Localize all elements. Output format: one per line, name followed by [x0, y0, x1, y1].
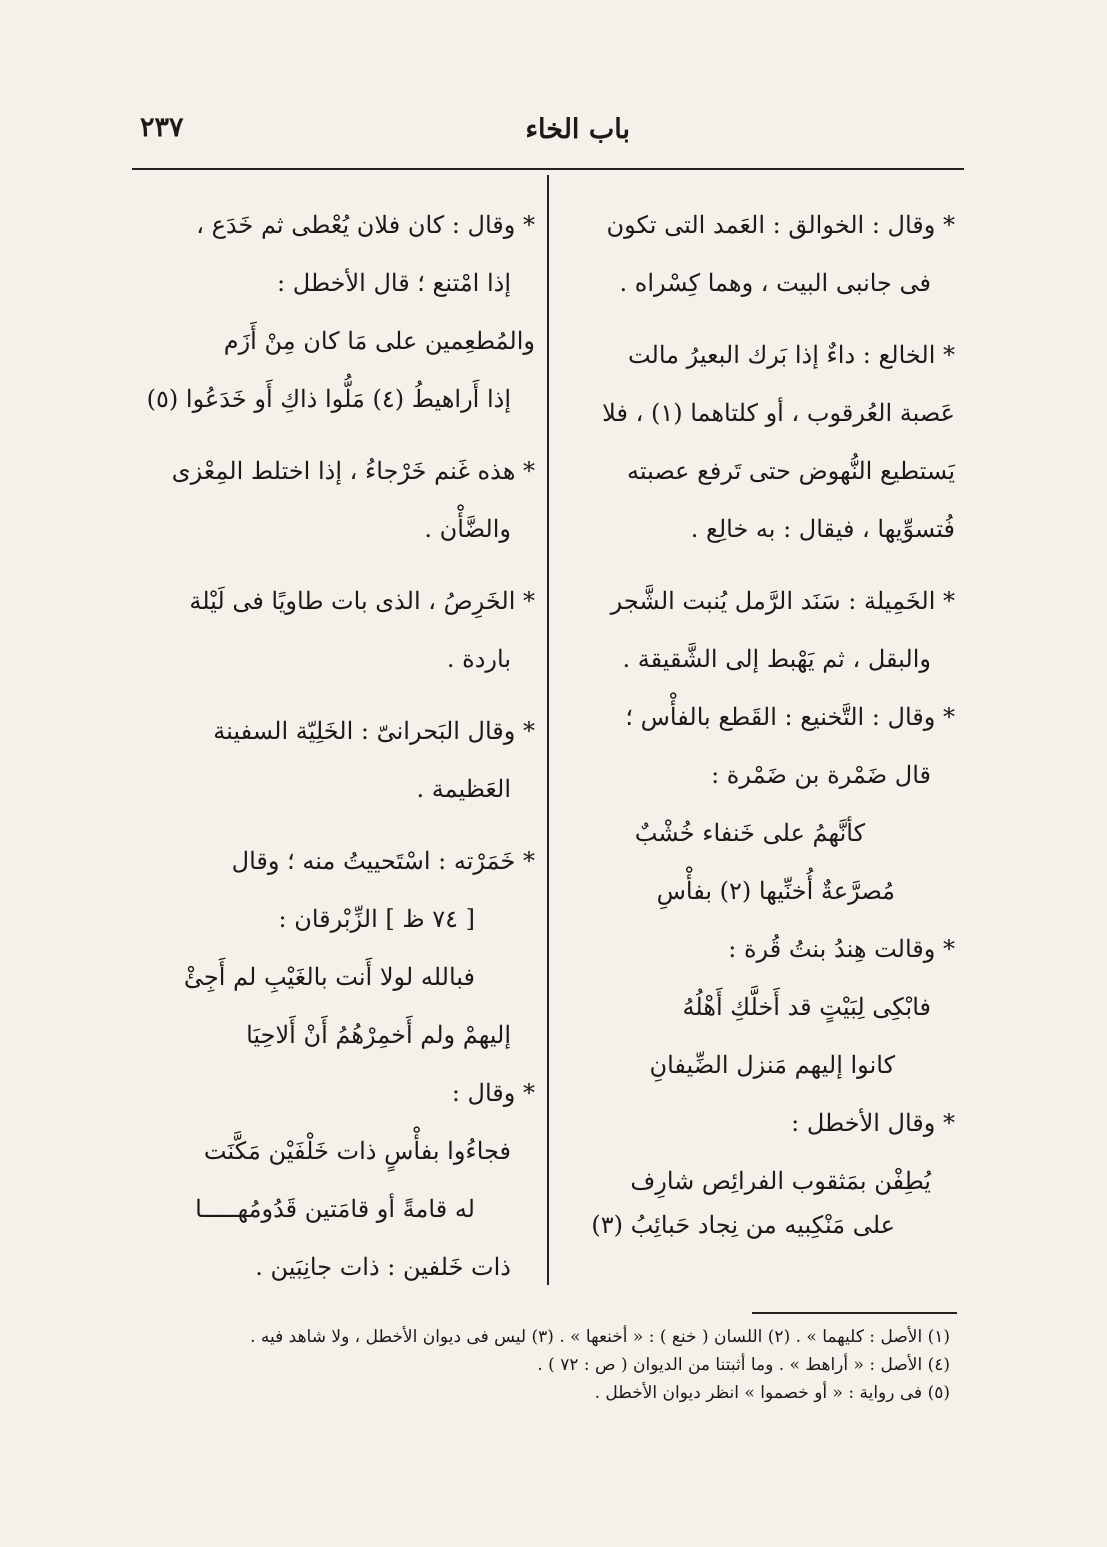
- text-line: إذا امْتنع ؛ قال الأخطل :: [277, 269, 511, 297]
- page-number: ٢٣٧: [140, 112, 184, 143]
- text-line: باردة .: [446, 645, 511, 673]
- text-line: * وقال :: [451, 1079, 535, 1107]
- text-line: ذات خَلفين : ذات جانِبَين .: [255, 1253, 511, 1281]
- text-line: قال ضَمْرة بن ضَمْرة :: [711, 761, 931, 789]
- header-rule: [132, 168, 964, 170]
- text-line: والبقل ، ثم يَهْبط إلى الشَّقيقة .: [622, 645, 931, 673]
- text-line: * وقال البَحرانىّ : الخَلِيّة السفينة: [213, 717, 535, 745]
- footnotes: [140, 1323, 950, 1407]
- text-line: * وقال : كان فلان يُعْطى ثم خَدَع ،: [196, 211, 535, 239]
- text-line: * الخَمِيلة : سَنَد الرَّمل يُنبت الشَّجر: [610, 587, 955, 615]
- text-line: * وقال : الخوالق : العَمد التى تكون: [606, 211, 955, 239]
- footnote-rule: [752, 1312, 957, 1314]
- text-line: فى جانبى البيت ، وهما كِسْراه .: [619, 269, 931, 297]
- text-line: * خَمَرْته : اسْتَحييتُ منه ؛ وقال: [231, 847, 535, 875]
- text-line: فُتسوِّيها ، فيقال : به خالِع .: [690, 515, 955, 543]
- footnote: (١) الأصل : كليهما » . (٢) اللسان ( خنع ) : « أخنعها » . (٣) ليس فى ديوان الأخطل ، ولا شاهد فيه .: [250, 1327, 950, 1347]
- left-column: [140, 196, 535, 1296]
- text-line: العَظيمة .: [416, 775, 511, 803]
- verse-line: على مَنْكِبيه من نِجاد حَبائِبُ (٣): [591, 1211, 895, 1239]
- verse-line: والمُطعِمين على مَا كان مِنْ أَزَم: [223, 327, 535, 355]
- text-line: * وقالت هِندُ بنتُ قُرة :: [728, 935, 955, 963]
- verse-line: يُطِفْن بمَثقوب الفرائِص شارِف: [630, 1167, 931, 1195]
- footnote: (٥) فى رواية : « أو خصموا » انظر ديوان الأخطل .: [594, 1383, 950, 1403]
- page-title: باب الخاء: [525, 114, 630, 145]
- text-line: [ ٧٤ ظ ] الزِّبْرقان :: [278, 905, 475, 933]
- verse-line: فابْكِى لِبَيْتٍ قد أَخلَّكِ أَهْلُهُ: [682, 993, 931, 1021]
- verse-line: إليهمْ ولم أَخمِرْهُمُ أَنْ أَلاحِيَا: [246, 1021, 511, 1049]
- text-line: والضَّأْن .: [424, 515, 511, 543]
- column-divider: [547, 175, 549, 1285]
- verse-line: فجاءُوا بفأْسٍ ذات خَلْفَيْن مَكَّنَت: [203, 1137, 511, 1165]
- right-column: [575, 196, 955, 1250]
- verse-line: كانوا إليهم مَنزل الضِّيفانِ: [649, 1051, 895, 1079]
- text-line: * هذه غَنم خَرْجاءُ ، إذا اختلط المِعْزى: [171, 457, 535, 485]
- text-line: * وقال : التَّخنيع : القَطع بالفأْس ؛: [625, 703, 955, 731]
- text-line: يَستطيع النُّهوض حتى تَرفع عصبته: [627, 457, 955, 485]
- verse-line: له قامةً أو قامَتين قَدُومُهـــــا: [195, 1195, 475, 1223]
- text-line: * الخَرِصُ ، الذى بات طاويًا فى لَيْلة: [189, 587, 535, 615]
- verse-line: كأنَّهمُ على خَنفاء خُشْبٌ: [634, 819, 865, 847]
- verse-line: إذا أَراهيطُ (٤) مَلُّوا ذاكِ أَو خَدَعُوا (٥): [146, 385, 511, 413]
- text-line: * الخالع : داءٌ إذا بَرك البعيرُ مالت: [627, 341, 955, 369]
- text-line: * وقال الأخطل :: [791, 1109, 955, 1137]
- verse-line: فبالله لولا أَنت بالغَيْبِ لم أَجِئْ: [183, 963, 475, 991]
- verse-line: مُصرَّعةٌ أُخنِّيها (٢) بفأْسِ: [656, 877, 895, 905]
- page-header: [140, 108, 960, 158]
- text-line: عَصبة العُرقوب ، أو كلتاهما (١) ، فلا: [602, 399, 955, 427]
- footnote: (٤) الأصل : « أراهط » . وما أثبتنا من الديوان ( ص : ٧٢ ) .: [537, 1355, 950, 1375]
